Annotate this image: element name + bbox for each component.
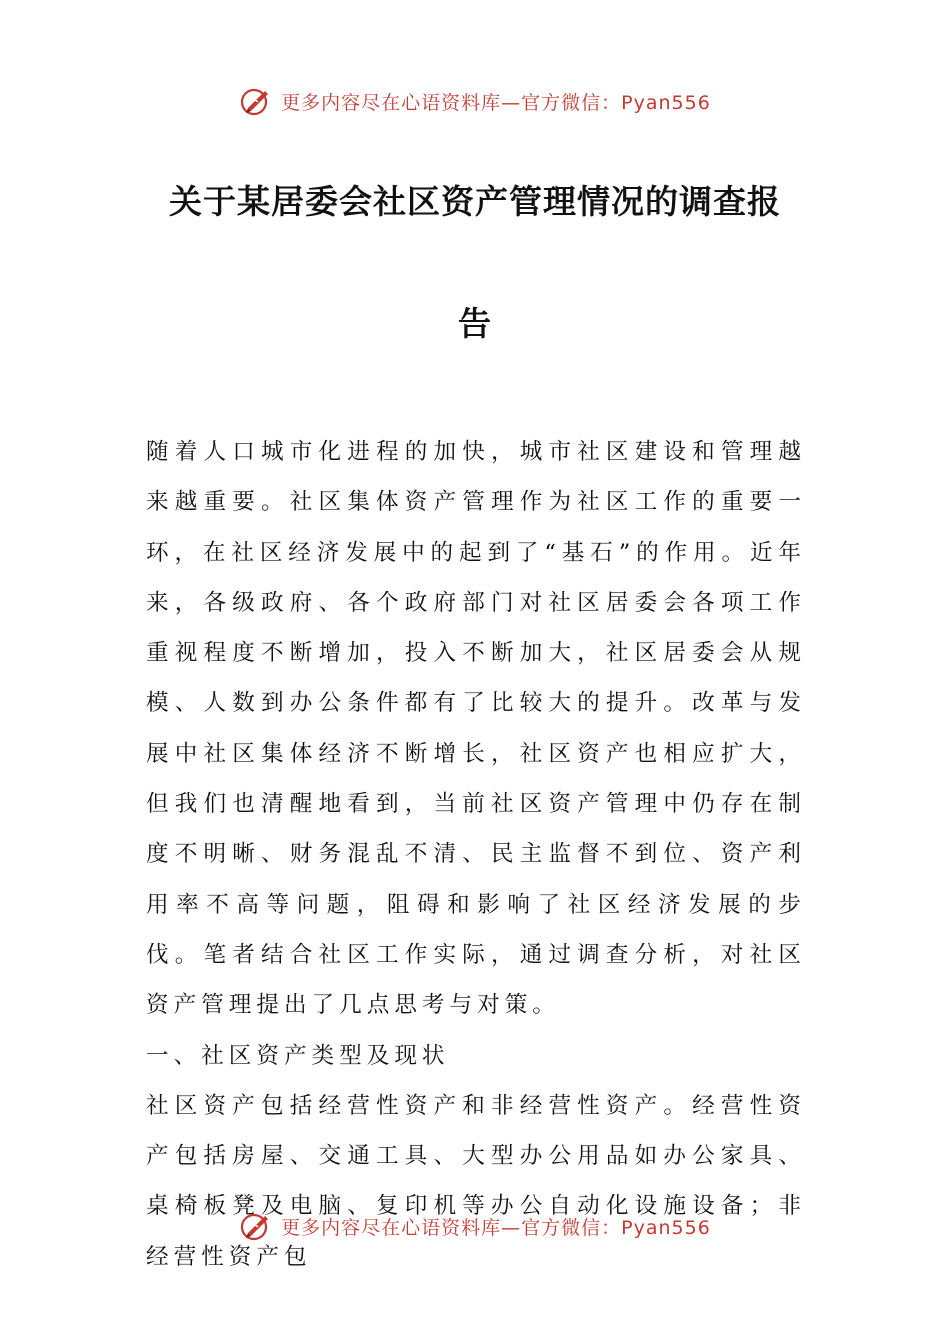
pen-logo-icon [239, 84, 273, 118]
document-title-line-1: 关于某居委会社区资产管理情况的调查报 [169, 182, 781, 221]
document-body [146, 427, 806, 1282]
section-heading: 一、社区资产类型及现状 [146, 1042, 450, 1069]
document-title-line-2: 告 [458, 304, 492, 343]
paragraph-assets: 社区资产包括经营性资产和非经营性资产。经营性资产包括房屋、交通工具、大型办公用品如办公家具、桌椅板凳及电脑、复印机等办公自动化设施设备；非经营性资产包 [146, 1092, 806, 1270]
watermark-text: 更多内容尽在心语资料库—官方微信：Pyan556 [281, 1216, 711, 1239]
pen-logo-icon [239, 1209, 273, 1243]
watermark-header [0, 84, 950, 118]
watermark-text: 更多内容尽在心语资料库—官方微信：Pyan556 [281, 91, 711, 114]
paragraph-intro: 随着人口城市化进程的加快，城市社区建设和管理越来越重要。社区集体资产管理作为社区工作的重要一环，在社区经济发展中的起到了“基石”的作用。近年来，各级政府、各个政府部门对社区居委会各项工作重视程度不断增加，投入不断加大，社区居委会从规模、人数到办公条件都有了比较大的提升。改革与发展中社区集体经济不断增长，社区资产也相应扩大，但我们也清醒地看到，当前社区资产管理中仍存在制度不明晰、财务混乱不清、民主监督不到位、资产利用率不高等问题，阻碍和影响了社区经济发展的步伐。笔者结合社区工作实际，通过调查分析，对社区资产管理提出了几点思考与对策。 [146, 439, 806, 1019]
watermark-footer [0, 1209, 950, 1243]
